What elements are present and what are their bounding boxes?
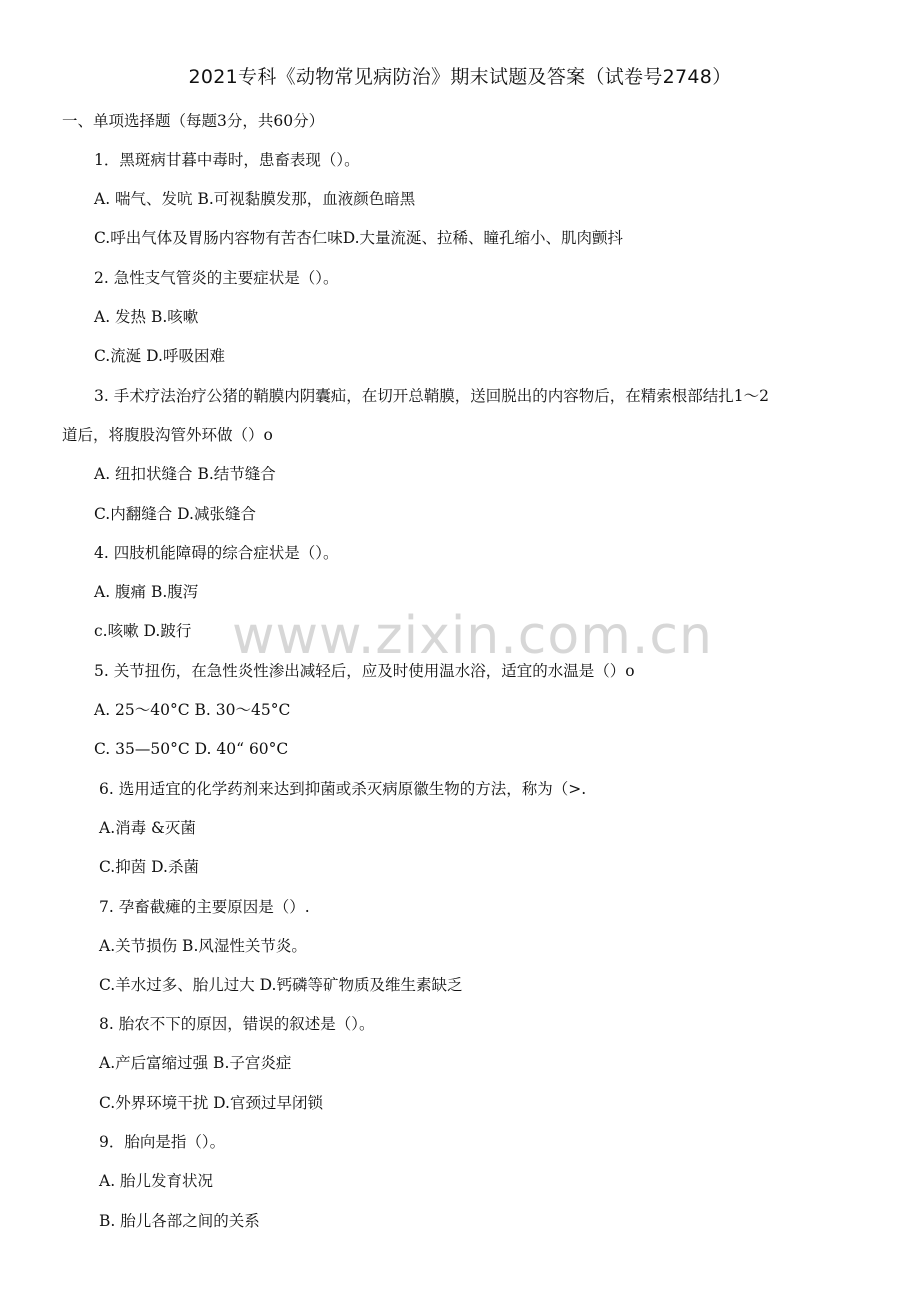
question-2: 2. 急性支气管炎的主要症状是（）。 [94,269,339,287]
question-8: 8. 胎农不下的原因，错误的叙述是（）。 [99,1015,375,1033]
question-5: 5. 关节扭伤，在急性炎性渗出减轻后，应及时使用温水浴，适宜的水温是（）o [94,662,635,680]
watermark: www.zixin.com.cn [232,606,713,666]
question-9: 9．胎向是指（）。 [99,1133,226,1151]
question-6-options-cd: C.抑茵 D.杀菌 [99,858,199,876]
question-4-options-ab: A. 腹痛 B.腹泻 [94,583,199,601]
question-3-continued: 道后，将腹股沟管外环做（）o [62,426,273,444]
question-6: 6. 选用适宜的化学药剂来达到抑菌或杀灭病原徽生物的方法，称为（>. [99,780,587,798]
question-1-options-ab: A. 喘气、发吭 B.可视黏膜发那，血液颜色暗黑 [94,190,416,208]
question-1-options-cd: C.呼出气体及胃肠内容物有苦杏仁味D.大量流涎、拉稀、瞳孔缩小、肌肉颤抖 [94,229,624,247]
question-5-options-ab: A. 25～40°C B. 30～45°C [94,701,291,719]
question-7: 7. 孕畜截瘫的主要原因是（）. [99,898,310,916]
question-5-options-cd: C. 35—50°C D. 40“ 60°C [94,740,289,758]
question-4-options-cd: c.咳嗽 D.跛行 [94,622,192,640]
question-3-options-cd: C.内翻缝合 D.减张缝合 [94,505,256,523]
question-2-options-cd: C.流涎 D.呼吸困难 [94,347,225,365]
question-8-options-cd: C.外界环境干扰 D.官颈过早闭锁 [99,1094,323,1112]
question-9-option-b: B. 胎儿各部之间的关系 [99,1212,260,1230]
question-3-options-ab: A. 纽扣状缝合 B.结节缝合 [94,465,276,483]
question-4: 4. 四肢机能障碍的综合症状是（）。 [94,544,339,562]
question-9-option-a: A. 胎儿发育状况 [99,1172,214,1190]
question-1: 1．黑斑病甘暮中毒时，患畜表现（）。 [94,151,360,169]
question-2-options-ab: A. 发热 B.咳嗽 [94,308,199,326]
question-3: 3. 手术疗法治疗公猪的鞘膜内阴囊疝，在切开总鞘膜，送回脱出的内容物后，在精索根部结扎1～2 [94,387,769,405]
page-title: 2021专科《动物常见病防治》期末试题及答案（试卷号2748） [188,66,732,88]
question-6-options-ab: A.消毒 &灭菌 [99,819,196,837]
section-heading: 一、单项选择题（每题3分，共60分） [62,112,325,130]
question-7-options-ab: A.关节损伤 B.风湿性关节炎。 [99,937,307,955]
question-8-options-ab: A.产后富缩过强 B.子宫炎症 [99,1054,292,1072]
question-7-options-cd: C.羊水过多、胎儿过大 D.钙磷等矿物质及维生素缺乏 [99,976,463,994]
